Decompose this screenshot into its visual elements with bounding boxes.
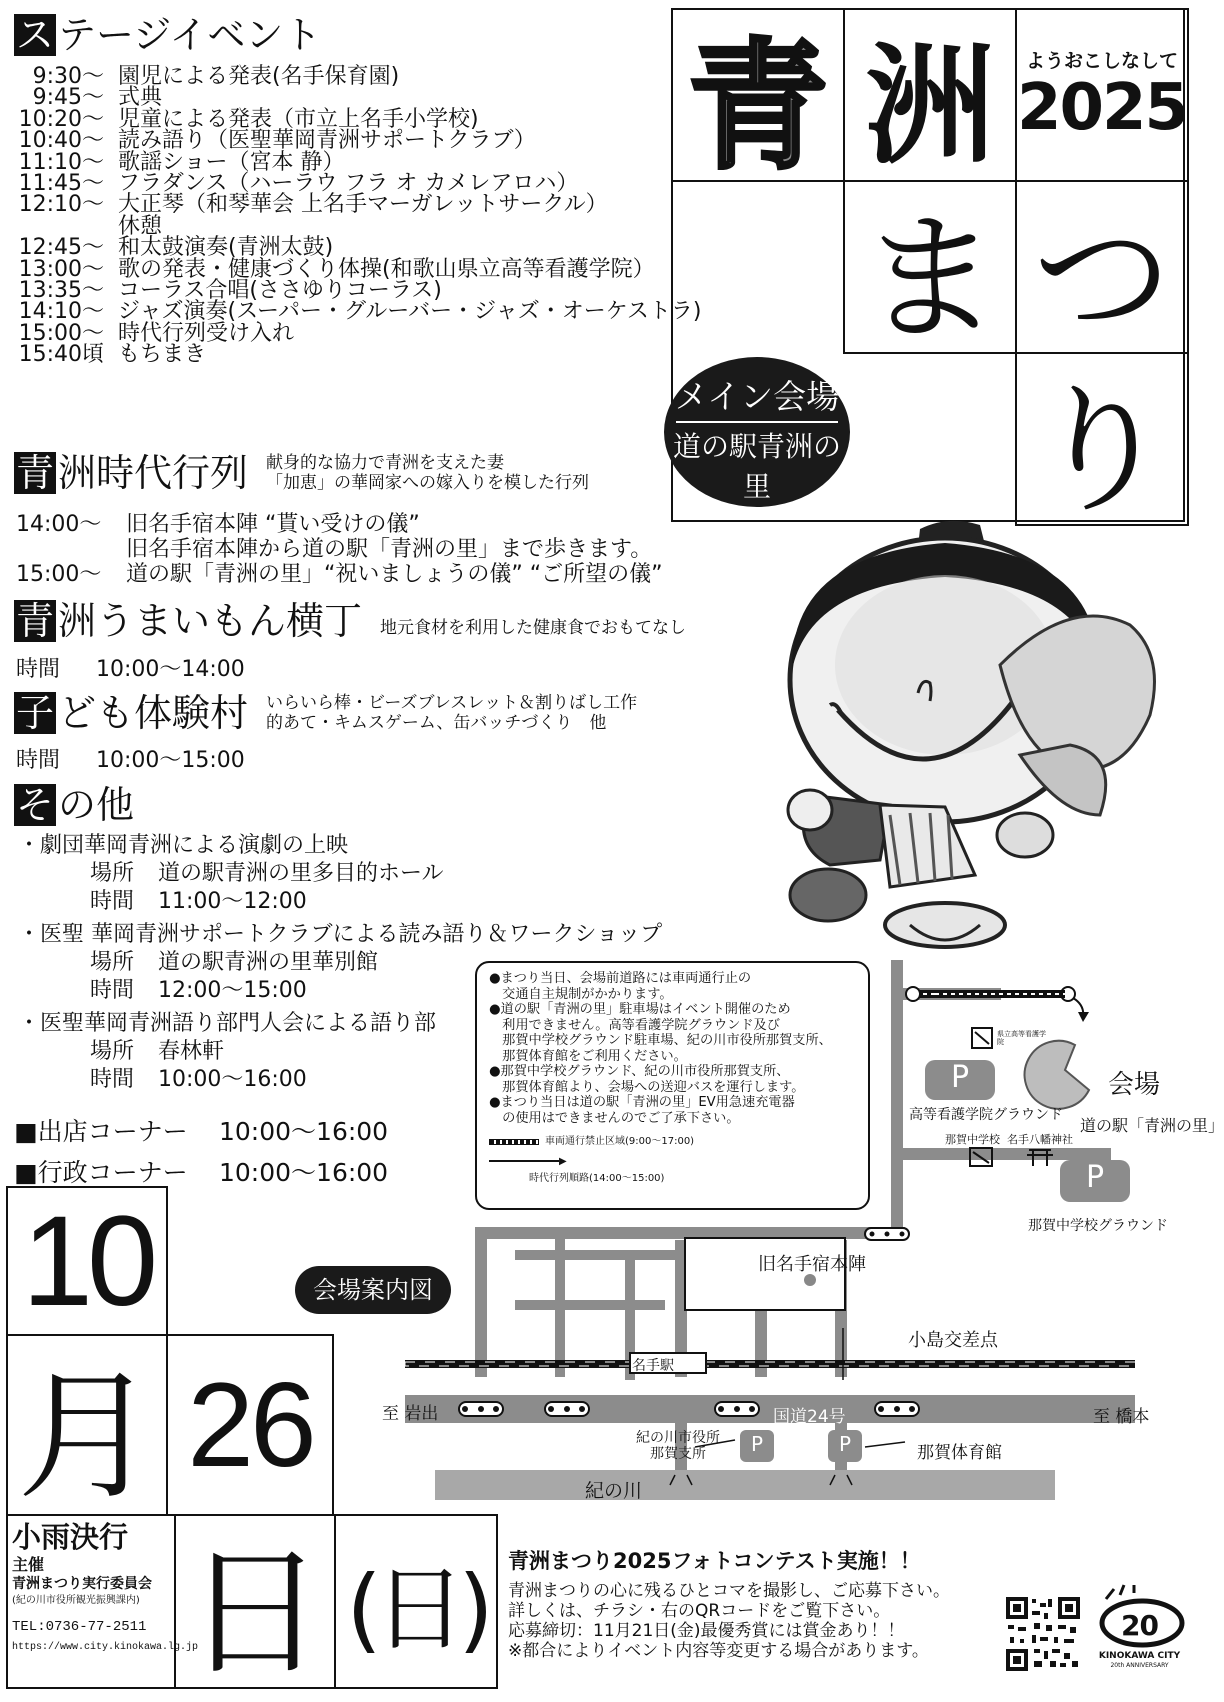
title-kana-ri: り [1015, 352, 1189, 526]
stage-heading: ス テージイベント [16, 13, 322, 57]
map-road-north [891, 960, 903, 1235]
time-label: 時間 [90, 889, 135, 914]
time-label: 時間 [90, 978, 135, 1003]
date-day-number: 26 [166, 1334, 334, 1516]
other-item-time [18, 888, 662, 916]
map-p3: P [750, 1432, 764, 1456]
organizer-url[interactable]: https://www.city.kinokawa.lg.jp [12, 1642, 199, 1653]
other-item-title: ・医聖 華岡青洲サポートクラブによる読み語り＆ワークショップ [18, 922, 663, 947]
schedule-text: 和太鼓演奏(青洲太鼓) [118, 235, 334, 261]
other-item-place [18, 860, 662, 888]
schedule-time: 12:45～ [18, 235, 104, 261]
schedule-time: 9:30～ [32, 64, 104, 89]
map-to-hashimoto: 至 橋本 [1093, 1407, 1150, 1427]
place-value: 春林軒 [158, 1039, 225, 1064]
time-value: 12:00～15:00 [158, 978, 307, 1003]
parade-row1: 14:00～ 旧名手宿本陣 “貰い受けの儀” [16, 512, 420, 537]
parade-row2: 15:00～ 道の駅「青洲の里」“祝いましょうの儀” “ご所望の儀” [16, 562, 663, 587]
map-kojima-label: 小島交差点 [908, 1330, 998, 1351]
map-p4: P [838, 1432, 852, 1456]
title-kana-ma: ま [843, 180, 1017, 354]
map-city-office-label: 紀の川市役所 那賀支所 [636, 1430, 720, 1462]
notice-line: 那賀中学校グラウンド駐車場、紀の川市役所那賀支所、 [489, 1033, 832, 1048]
notice-line: ●まつり当日、会場前道路には車両通行止の [489, 971, 752, 986]
schedule-row [14, 106, 701, 132]
schedule-time: 11:10～ [18, 149, 104, 175]
schedule-row [14, 278, 701, 304]
time-value: 10:00～16:00 [158, 1067, 307, 1092]
notice-line: の使用はできませんのでご了承下さい。 [489, 1110, 740, 1126]
schedule-time: 10:40～ [18, 128, 104, 154]
schedule-text: コーラス合唱(ささゆりコーラス) [118, 278, 442, 304]
map-parking2-label: 那賀中学校グラウンド [1028, 1218, 1168, 1234]
place-value: 道の駅青洲の里華別館 [158, 950, 379, 975]
schedule-row [14, 235, 701, 261]
schedule-row [14, 256, 701, 282]
schedule-row [14, 320, 701, 346]
date-month-number: 10 [6, 1186, 168, 1336]
schedule-time: 15:00～ [18, 320, 104, 346]
place-label: 場所 [90, 861, 135, 886]
food-time: 時間 10:00～14:00 [16, 657, 245, 682]
notice-line: 利用できません。高等看護学院グラウンド及び [489, 1017, 780, 1033]
title-kana-tsu: つ [1015, 180, 1189, 354]
legend-parade [489, 1154, 856, 1170]
traffic-notice: ●まつり当日、会場前道路には車両通行止の 交通自主規制がかかります。 ●道の駅「青洲の里」駐車場はイベント開催のため 利用できません。高等看護学院グラウンド及び 那賀中学校グラウンド駐車場、紀の川市役所那賀支所、 那賀体育館をご利用ください。 ●那賀中学校グラウンド、紀の川市役所那賀支所、 那賀体育館より、会場への送迎バスを運行します。 ●まつり当日は道の駅「青洲の里」EV用急速充電器 の使用はできませんのでご了承下さい。 車両通行禁止区域(9:00～17:00) ▶ 時代行列順路(14:00～15:00) [475, 961, 870, 1210]
schedule-time: 15:40頃 [18, 342, 104, 368]
title-year-box: ようおこしなして 2025 [1015, 8, 1189, 182]
schedule-text: 大正琴（和琴華会 上名手マーガレットサークル） [118, 192, 608, 218]
map-nursing-small: 県立高等看護学院 [997, 1030, 1046, 1046]
schedule-text: 園児による発表(名手保育園) [118, 64, 400, 89]
schedule-row [14, 85, 701, 111]
schedule-row [14, 66, 701, 87]
notice-line: ●那賀中学校グラウンド、紀の川市役所那賀支所、 [489, 1064, 790, 1079]
kids-time: 時間 10:00～15:00 [16, 748, 245, 773]
admin-corner: ■行政コーナー 10:00～16:00 [14, 1158, 389, 1187]
schedule-time [14, 216, 118, 237]
schedule-row [14, 192, 701, 218]
schedule-row [14, 149, 701, 175]
place-label: 場所 [90, 950, 135, 975]
map-honjin-label: 旧名手宿本陣 [758, 1254, 866, 1275]
notice-line: ●道の駅「青洲の里」駐車場はイベント開催のため [489, 1002, 791, 1017]
legend-restricted-swatch [489, 1139, 539, 1145]
schedule-time: 11:45～ [18, 171, 104, 197]
map-gym-label: 那賀体育館 [917, 1443, 1002, 1463]
schedule-time: 10:20～ [18, 106, 104, 132]
schedule-time: 9:45～ [32, 85, 104, 111]
map-route24 [405, 1395, 1135, 1423]
mascot-illustration [770, 515, 1170, 945]
notice-line: ●まつり当日は道の駅「青洲の里」EV用急速充電器 [489, 1095, 795, 1110]
anniversary-logo: 20 KINOKAWA CITY 20th ANNIVERSARY [1092, 1585, 1187, 1685]
place-label: 場所 [90, 1039, 135, 1064]
legend-parade-arrow [489, 1160, 559, 1162]
kids-subtitle: いらいら棒・ビーズブレスレット＆割りばし工作 的あて・キムスゲーム、缶バッチづくり 他 [266, 693, 638, 733]
schedule-time: 13:00～ [18, 256, 104, 282]
badge-divider [676, 421, 838, 423]
other-item [18, 832, 662, 916]
map-station-label: 名手駅 [632, 1358, 674, 1374]
map-to-iwade: 至 岩出 [382, 1404, 439, 1424]
schedule-row [14, 213, 701, 239]
shop-corner: ■出店コーナー 10:00～16:00 [14, 1117, 389, 1146]
schedule-text: 時代行列受け入れ [118, 320, 295, 346]
main-venue-badge: メイン会場 道の駅青洲の里 [664, 357, 850, 507]
schedule-text: 読み語り（医聖華岡青洲サポートクラブ） [118, 128, 536, 154]
place-value: 道の駅青洲の里多目的ホール [158, 861, 444, 886]
map-road-parking2 [891, 1148, 1111, 1160]
parade-subtitle: 献身的な協力で青洲を支えた妻 「加恵」の華岡家への嫁入りを模した行列 [266, 453, 590, 493]
map-river-label: 紀の川 [585, 1480, 643, 1502]
schedule-row [14, 171, 701, 197]
schedule-time: 13:35～ [18, 278, 104, 304]
food-heading: 青 洲うまいもん横丁 地元食材を利用した健康食でおもてなし [16, 599, 687, 643]
map-venue-shape [1025, 1041, 1089, 1109]
arrow-head-icon: ▶ [559, 1155, 567, 1167]
schedule-text: 休憩 [118, 213, 163, 239]
date-day-kanji: 日 [174, 1514, 336, 1689]
schedule-row [14, 342, 701, 368]
schedule-text: 児童による発表（市立上名手小学校) [118, 106, 479, 132]
title-kanji-sei: 青 [671, 8, 845, 182]
qr-code-icon[interactable] [1006, 1597, 1080, 1671]
map-venue-label: 会場 [1108, 1070, 1161, 1100]
schedule-time: 12:10～ [18, 192, 104, 218]
stage-schedule [14, 66, 701, 366]
other-item-title: ・医聖華岡青洲語り部門人会による語り部 [18, 1011, 437, 1036]
title-kanji-shu: 洲 [843, 8, 1017, 182]
map-venue-sub: 道の駅「青洲の里」 [1080, 1116, 1224, 1135]
time-value: 11:00～12:00 [158, 889, 307, 914]
time-label: 時間 [90, 1067, 135, 1092]
schedule-text: もちまき [118, 342, 207, 368]
notice-line: 那賀体育館をご利用ください。 [489, 1048, 687, 1064]
schedule-text: 歌謡ショー（宮本 静） [118, 149, 345, 175]
photo-contest: 青洲まつり2025フォトコンテスト実施！！ 青洲まつりの心に残るひとコマを撮影し、ご応募下さい。 詳しくは、チラシ・右のQRコードをご覧下さい。 応募締切：11月21日(金)最優秀賞には賞金あり！！ ※都合によりイベント内容等変更する場合があります。 [508, 1549, 950, 1661]
notice-line: 那賀体育館より、会場への送迎バスを運行します。 [489, 1079, 805, 1095]
schedule-row [14, 128, 701, 154]
schedule-time: 14:10～ [18, 299, 104, 325]
schedule-text: フラダンス（ハーラウ フラ オ カメレアロハ） [118, 171, 579, 197]
schedule-row [14, 299, 702, 325]
legend-restricted: 車両通行禁止区域(9:00～17:00) [489, 1134, 856, 1150]
map-jhs-label: 那賀中学校 [945, 1133, 1000, 1146]
date-weekday: (日) [334, 1514, 498, 1689]
parade-row1b: 旧名手宿本陣から道の駅「青洲の里」まで歩きます。 [126, 537, 653, 562]
map-shrine-label: 名手八幡神社 [1007, 1133, 1073, 1146]
food-subtitle: 地元食材を利用した健康食でおもてなし [380, 618, 687, 638]
map-parking1-label: 高等看護学院グラウンド [909, 1107, 1063, 1123]
map-route24-label: 国道24号 [773, 1407, 846, 1427]
other-heading: そ の他 [16, 783, 135, 827]
map-p1: P [950, 1060, 970, 1095]
other-item-title: ・劇団華岡青洲による演劇の上映 [18, 833, 349, 858]
map-title-badge: 会場案内図 [295, 1266, 451, 1314]
parade-heading: 青 洲時代行列 献身的な協力で青洲を支えた妻 「加恵」の華岡家への嫁入りを模した行列 [16, 451, 590, 495]
notice-line: 交通自主規制がかかります。 [489, 986, 673, 1002]
organizer-box: 小雨決行 主催 青洲まつり実行委員会 (紀の川市役所観光振興課内) TEL:0736-77-2511 https://www.city.kinokawa.lg.jp [6, 1514, 176, 1689]
notice-lines [489, 971, 856, 1126]
date-month-kanji: 月 [6, 1334, 168, 1516]
map-river [435, 1470, 1055, 1500]
schedule-text: ジャズ演奏(スーパー・グルーバー・ジャズ・オーケストラ) [118, 299, 702, 325]
kids-heading: 子 ども体験村 いらいら棒・ビーズブレスレット＆割りばし工作 的あて・キムスゲーム、缶バッチづくり 他 [16, 691, 638, 735]
map-p2: P [1085, 1160, 1105, 1195]
schedule-text: 式典 [118, 85, 163, 111]
schedule-text: 歌の発表・健康づくり体操(和歌山県立高等看護学院） [118, 256, 655, 282]
